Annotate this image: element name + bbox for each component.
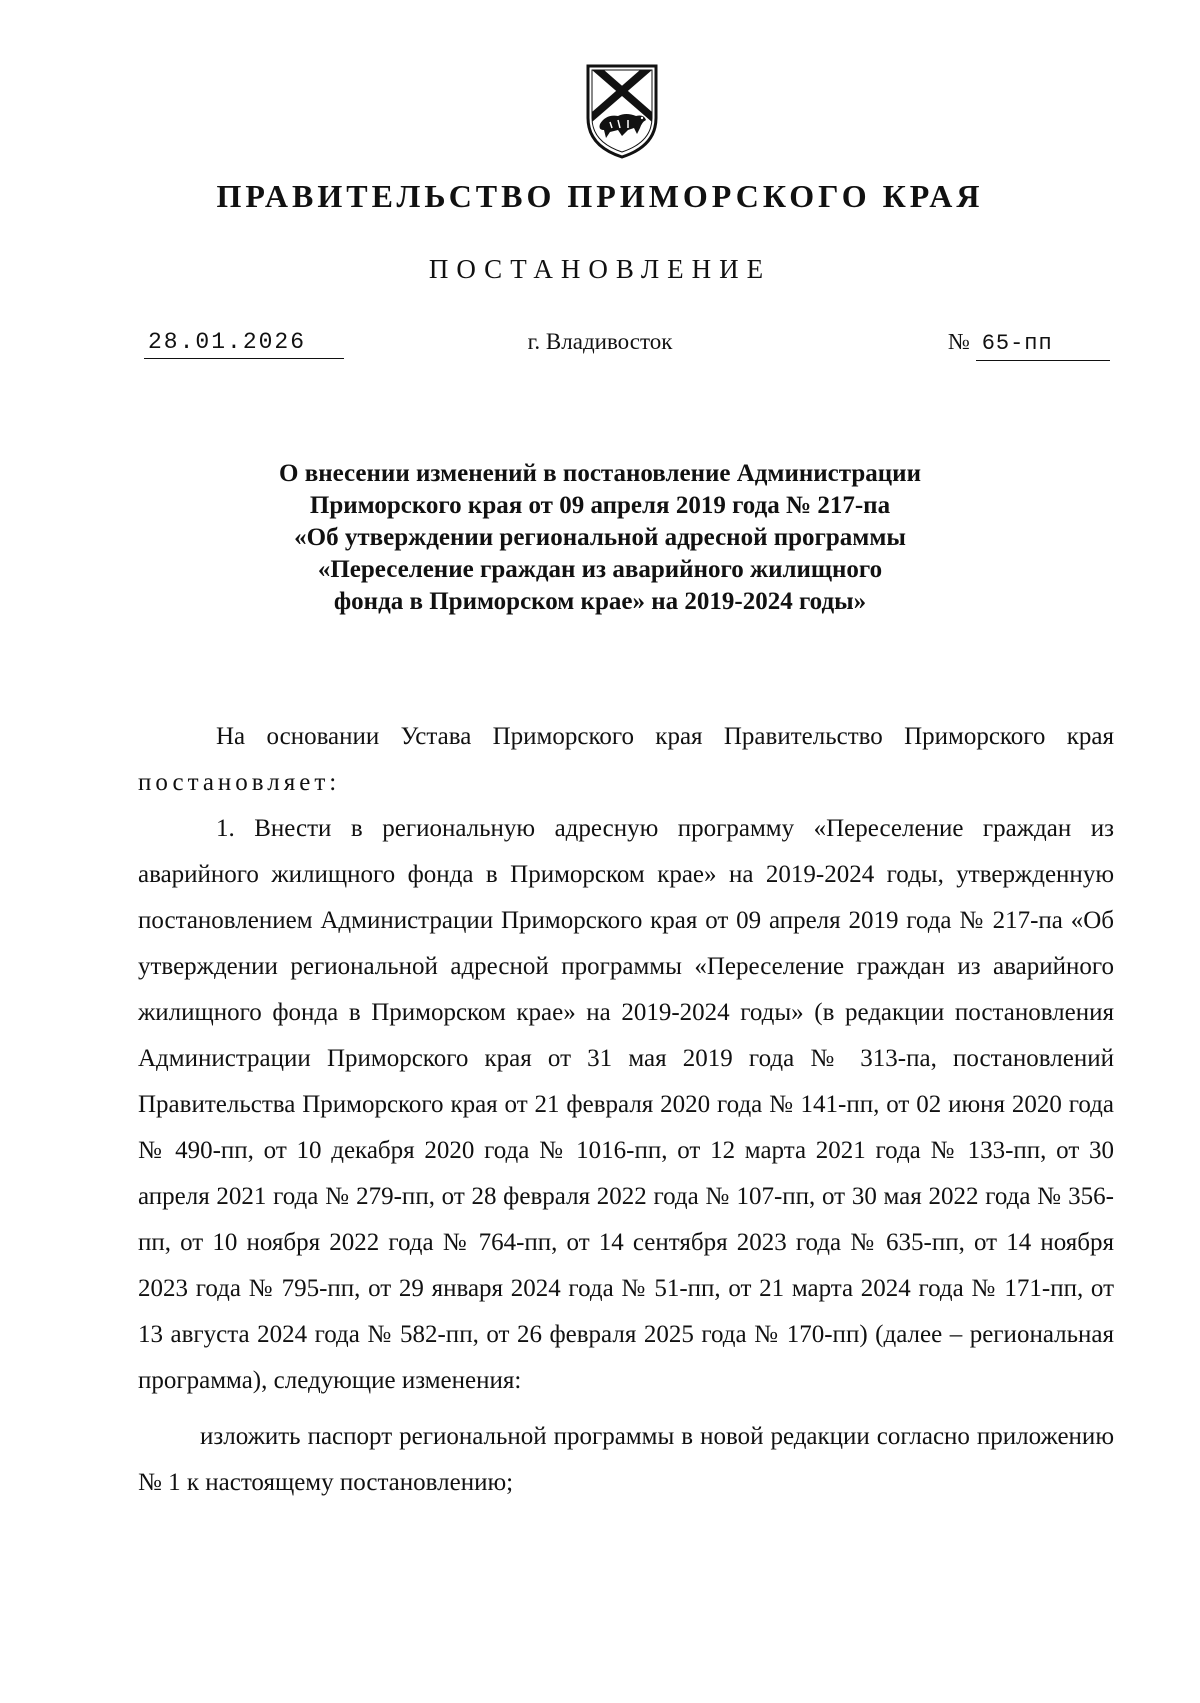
amendment-paragraph: изложить паспорт региональной программы в новой редакции согласно приложению № 1 к настоящему постановлению; [138,1423,1114,1496]
document-body [138,714,1114,1506]
number-prefix: № [948,329,970,354]
document-number: 65-пп [976,328,1110,361]
subject-line: Приморского края от 09 апреля 2019 года № 217-па [309,492,891,519]
preamble-verb: постановляет: [138,769,341,796]
document-subject [0,458,1200,618]
preamble-paragraph [138,714,1114,806]
document-meta-row [0,326,1200,362]
item-1-paragraph: 1. Внести в региональную адресную программу «Переселение граждан из аварийного жилищного фонда в Приморском крае» на 2019-2024 годы, утвержденную постановлением Администрации Приморского края от 09 апреля 2019 года № 217-па «Об утверждении региональной адресной программы «Переселение граждан из аварийного жилищного фонда в Приморском крае» на 2019-2024 годы» (в редакции постановления Администрации Приморского края от 31 мая 2019 года № 313-па, постановлений Правительства Приморского края от 21 февраля 2020 года № 141-пп, от 02 июня 2020 года № 490-пп, от 10 декабря 2020 года № 1016-пп, от 12 марта 2021 года № 133-пп, от 30 апреля 2021 года № 279-пп, от 28 февраля 2022 года № 107-пп, от 30 мая 2022 года № 356-пп, от 10 ноября 2022 года № 764-пп, от 14 сентября 2023 года № 635-пп, от 14 ноября 2023 года № 795-пп, от 29 января 2024 года № 51-пп, от 21 марта 2024 года № 171-пп, от 13 августа 2024 года № 582-пп, от 26 февраля 2025 года № 170-пп) (далее – региональная программа), следующие изменения: [138,815,1114,1394]
subject-line: фонда в Приморском крае» на 2019-2024 годы» [333,588,867,615]
preamble-text: На основании Устава Приморского края Правительство Приморского края [216,723,1114,750]
document-type: ПОСТАНОВЛЕНИЕ [428,254,772,284]
document-number-field [948,326,1118,361]
subject-line: «Об утверждении региональной адресной программы [294,524,906,551]
coat-of-arms-emblem [582,62,662,160]
document-date: 28.01.2026 [144,326,344,359]
document-city: г. Владивосток [527,329,673,354]
subject-line: О внесении изменений в постановление Администрации [279,460,921,487]
organization-title: ПРАВИТЕЛЬСТВО ПРИМОРСКОГО КРАЯ [216,178,984,214]
subject-line: «Переселение граждан из аварийного жилищного [317,556,883,583]
